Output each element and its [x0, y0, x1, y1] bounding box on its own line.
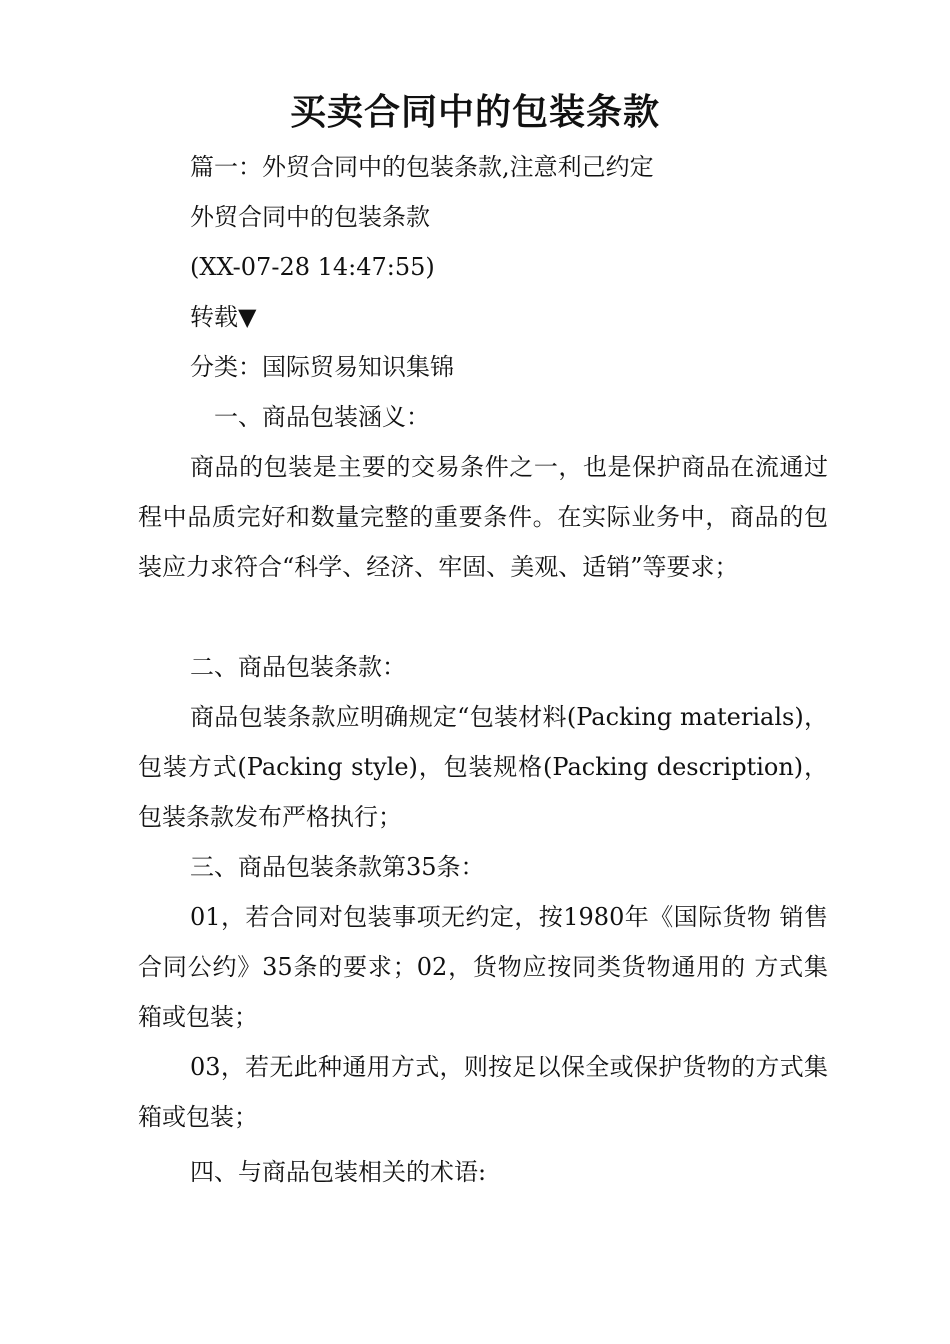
- section3-item2: 03，若无此种通用方式，则按足以保全或保护货物的方式集箱或包装；: [138, 1053, 828, 1131]
- section2-body: 商品包装条款应明确规定“包装材料(Packing materials)，包装方式(Packing style)，包装规格(Packing description)，包装条款发布严格执行；: [138, 703, 828, 831]
- repost-line: 转载▼: [190, 303, 257, 331]
- section2-heading: 二、商品包装条款：: [190, 653, 406, 681]
- category-line: 分类：国际贸易知识集锦: [190, 353, 454, 381]
- article-title-line: 外贸合同中的包装条款: [190, 203, 430, 231]
- section1-body: 商品的包装是主要的交易条件之一，也是保护商品在流通过程中品质完好和数量完整的重要条件。在实际业务中，商品的包装应力求符合“科学、经济、牢固、美观、适销”等要求；: [138, 453, 828, 581]
- subtitle-line: 篇一：外贸合同中的包装条款,注意利己约定: [190, 153, 654, 181]
- section3-item1: 01，若合同对包装事项无约定，按1980年《国际货物 销售合同公约》35条的要求；02，货物应按同类货物通用的 方式集箱或包装；: [138, 903, 828, 1031]
- section1-heading: 一、商品包装涵义：: [214, 403, 430, 431]
- section3-heading: 三、商品包装条款第35条：: [190, 853, 485, 881]
- section4-heading: 四、与商品包装相关的术语:: [190, 1158, 487, 1186]
- datetime-line: (XX-07-28 14:47:55): [190, 253, 435, 281]
- document-title: 买卖合同中的包装条款: [289, 91, 660, 133]
